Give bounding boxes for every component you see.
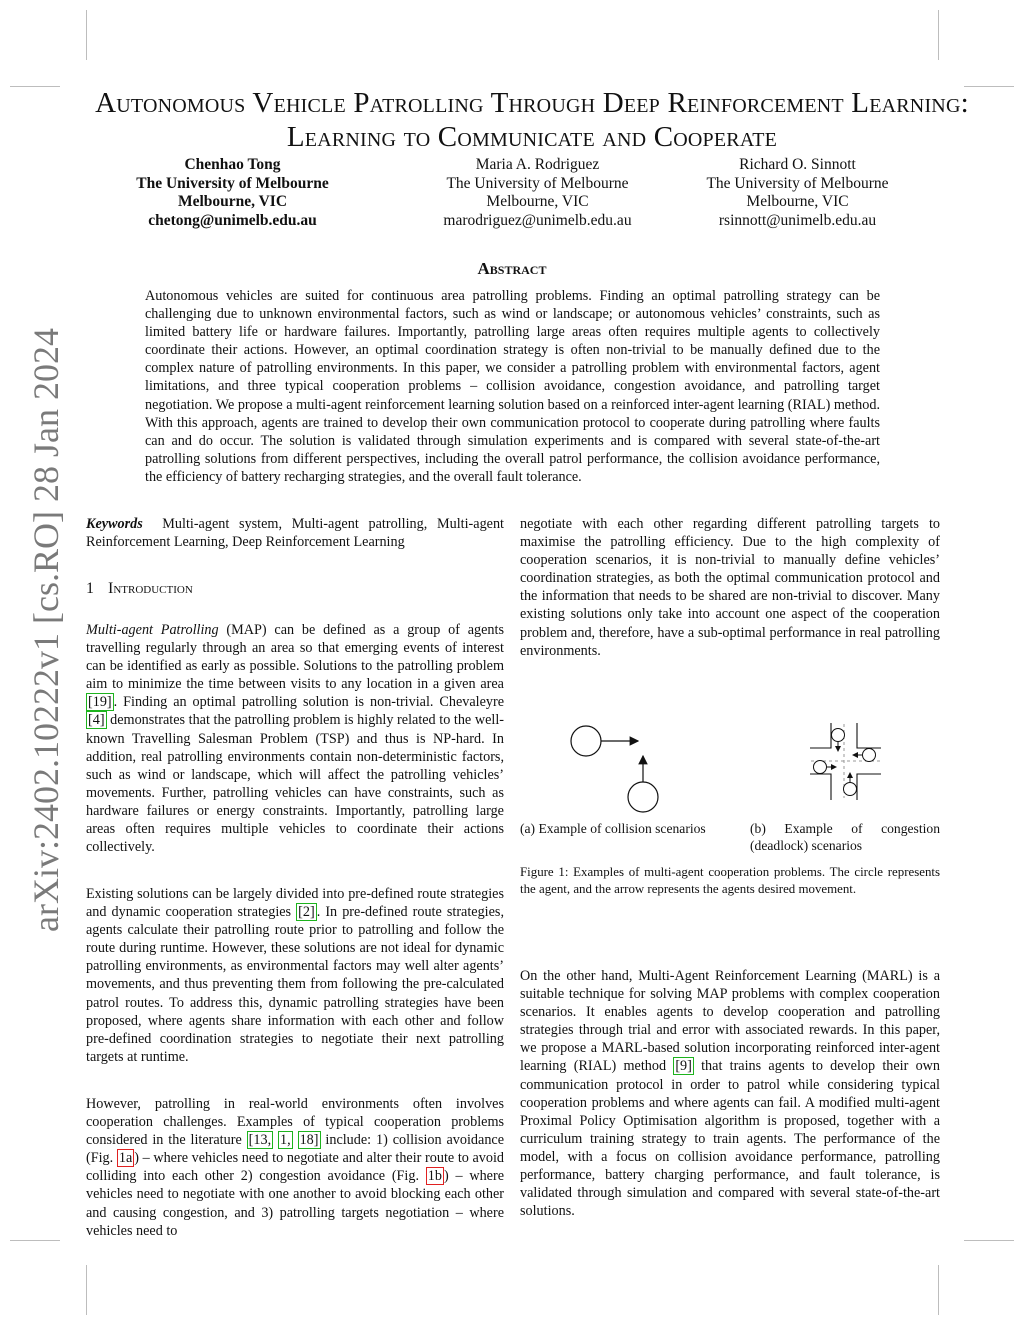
text-run: include: 1) collision avoidance (Fig.	[86, 1132, 505, 1167]
author-affiliation: The University of Melbourne	[136, 174, 329, 192]
agent-circle	[844, 783, 857, 796]
author-affiliation: The University of Melbourne	[706, 174, 889, 192]
agent-circle	[814, 761, 827, 774]
section-number: 1	[86, 580, 94, 597]
text-run: However, patrolling in real-world environments often involves cooperation challenges. Examples of typical cooperation problems considered in the literature	[86, 1096, 504, 1149]
agent-circle	[863, 749, 876, 762]
author-email: rsinnott@unimelb.edu.au	[718, 211, 877, 229]
paper-title	[60, 86, 1004, 154]
agent-circle	[832, 729, 845, 742]
intro-paragraph-cont	[520, 515, 940, 660]
keywords-text: Multi-agent system, Multi-agent patrolling, Multi-agent Reinforcement Learning, Deep Reinforcement Learning	[86, 516, 504, 551]
citation-link[interactable]: [9]	[675, 1058, 692, 1075]
text-run: demonstrates that the patrolling problem is highly related to the well-known Travelling Salesman Problem (TSP) and thus is NP-hard. In addition, real patrolling environments contain non-deterministic factors, such as wind or landscape, which will affect the patrolling vehicles’ movements. Further, patrolling vehicles can have constraints, such as hardware failures or energy constraints. Importantly, patrolling large areas often requires multiple vehicles to coordinate their actions collectively.	[86, 712, 504, 856]
crop-mark	[10, 1240, 60, 1241]
section-title: Introduction	[108, 580, 193, 597]
section-heading	[86, 580, 193, 598]
text-run: . In pre-defined route strategies, agents calculate their patrolling route prior to patrolling and follow the route during runtime. However, these solutions are not ideal for dynamic patrolling environments, as environmental factors may well alter agents’ movements, and thus preventing them from following the pre-calculated patrol routes. To address this, dynamic patrolling strategies have been proposed, where agents share information with each other and follow pre-defined coordination strategies to negotiate their next patrolling targets at runtime.	[86, 904, 504, 1065]
author-affiliation: The University of Melbourne	[446, 174, 629, 192]
text-run: . Finding an optimal patrolling solution is non-trivial. Chevaleyre	[113, 694, 504, 711]
author-1	[110, 156, 355, 230]
author-3	[685, 156, 910, 230]
author-name: Chenhao Tong	[184, 156, 281, 173]
crop-mark	[938, 10, 939, 60]
text-run: negotiate with each other regarding different patrolling targets to maximise the patrolling efficiency. Due to the high complexity of cooperation scenarios, it is non-trivial to manually define vehicles’ coordination strategies, as both the optimal communication protocol and the information that needs to be shared are non-trivial to discover. Many existing solutions only take into account one aspect of the cooperation problem and, therefore, have a sub-optimal performance in real patrolling environments.	[520, 516, 940, 659]
citation-link[interactable]: [2]	[298, 904, 315, 921]
keywords	[86, 515, 504, 551]
arxiv-stamp: arXiv:2402.10222v1 [cs.RO] 28 Jan 2024	[26, 328, 66, 932]
keywords-label: Keywords	[86, 516, 143, 532]
figure-1-diagram	[520, 712, 940, 822]
figure-caption: Figure 1: Examples of multi-agent cooperation problems. The circle represents the agent, and the arrow represents the agents desired movement.	[520, 865, 940, 896]
title-line-2: Learning to Communicate and Cooperate	[286, 121, 778, 153]
citation-link[interactable]: [13,	[248, 1132, 272, 1149]
author-email: marodriguez@unimelb.edu.au	[443, 211, 632, 229]
text-run: On the other hand, Multi-Agent Reinforcement Learning (MARL) is a suitable technique for solving MAP problems with complex cooperation scenarios. It enables agents to develop cooperation and patrolling strategies through trial and error with associated rewards. In this paper, we propose a MARL-based solution incorporating reinforced inter-agent learning (RIAL) method	[520, 968, 940, 1075]
congestion-diagram	[810, 723, 881, 800]
intro-paragraph-1	[86, 621, 504, 856]
term-emphasis: Multi-agent Patrolling	[86, 622, 219, 638]
intro-paragraph-2	[86, 885, 504, 1066]
collision-diagram	[571, 726, 658, 812]
author-location: Melbourne, VIC	[486, 193, 589, 210]
agent-circle	[571, 726, 601, 756]
text-run: ) – where vehicles need to negotiate and alter their route to avoid colliding into each other 2) congestion avoidance (Fig.	[86, 1150, 505, 1185]
author-name: Maria A. Rodriguez	[475, 156, 600, 173]
author-name: Richard O. Sinnott	[739, 156, 856, 173]
author-location: Melbourne, VIC	[746, 193, 849, 210]
author-location: Melbourne, VIC	[177, 193, 288, 210]
intro-paragraph-3	[86, 1095, 504, 1240]
figure-1	[520, 712, 940, 822]
crop-mark	[10, 86, 60, 87]
abstract-heading: Abstract	[477, 259, 547, 278]
crop-mark	[964, 1240, 1014, 1241]
citation-link[interactable]: 1,	[280, 1132, 291, 1149]
text-run: Existing solutions can be largely divided into pre-defined route strategies and dynamic cooperation strategies	[86, 886, 504, 921]
abstract-body: Autonomous vehicles are suited for continuous area patrolling problems. Finding an optimal patrolling strategy can be challenging due to unknown environmental factors, such as wind or landscape; or autonomous vehicles’ constraints, such as limited battery life or hardware failures. Importantly, patrolling large areas often requires multiple agents to collectively coordinate their actions. However, an optimal coordination strategy is often non-trivial to be manually defined due to the complex nature of patrolling environments. In this paper, we consider a patrolling problem with environmental factors, agent limitations, and three typical cooperation problems – collision avoidance, congestion avoidance, and patrolling target negotiation. We propose a multi-agent reinforcement learning solution based on a reinforced inter-agent learning (RIAL) method. With this approach, agents are trained to develop their own communication protocol to cooperate during patrolling where faults can and do occur. The solution is validated through simulation experiments and is compared with several state-of-the-art patrolling solutions from different perspectives, including the overall patrol performance, the collision avoidance performance, the efficiency of battery recharging strategies, and the overall fault tolerance.	[145, 288, 880, 485]
author-email: chetong@unimelb.edu.au	[148, 211, 317, 229]
citation-link[interactable]: [4]	[88, 712, 105, 729]
subcaption-b: (b) Example of congestion (deadlock) scenarios	[750, 821, 940, 853]
text-run: that trains agents to develop their own communication protocol in order to patrol while considering typical cooperation problems and where agents can fail. A modified multi-agent Proximal Policy Optimisation algorithm is proposed, together with a curriculum training strategy to train agents. The performance of the model, with a focus on collision avoidance performance, patrolling performance, battery charging performance, and fault tolerance, is validated through simulation and compared with several state-of-the-art solutions.	[520, 1058, 940, 1220]
figure-link[interactable]: 1a	[118, 1150, 133, 1167]
citation-link[interactable]: [19]	[88, 694, 112, 711]
text-run: ) – where vehicles need to negotiate with one another to avoid blocking each other and causing congestion, and 3) patrolling targets negotiation – where vehicles need to	[86, 1168, 504, 1239]
author-2	[420, 156, 655, 230]
figure-link[interactable]: 1b	[427, 1168, 442, 1185]
subcaption-a: (a) Example of collision scenarios	[520, 821, 706, 836]
intro-paragraph-4	[520, 967, 940, 1220]
agent-circle	[628, 782, 658, 812]
crop-mark	[86, 10, 87, 60]
title-line-1: Autonomous Vehicle Patrolling Through Deep Reinforcement Learning:	[95, 87, 969, 119]
text-run: (MAP) can be defined as a group of agents travelling regularly through an area so that emerging events of interest can be identified as early as possible. Solutions to the patrolling problem aim to minimize the time between visits to any location in a given area	[86, 622, 504, 693]
citation-link[interactable]: 18]	[299, 1132, 319, 1149]
crop-mark	[938, 1265, 939, 1315]
crop-mark	[86, 1265, 87, 1315]
